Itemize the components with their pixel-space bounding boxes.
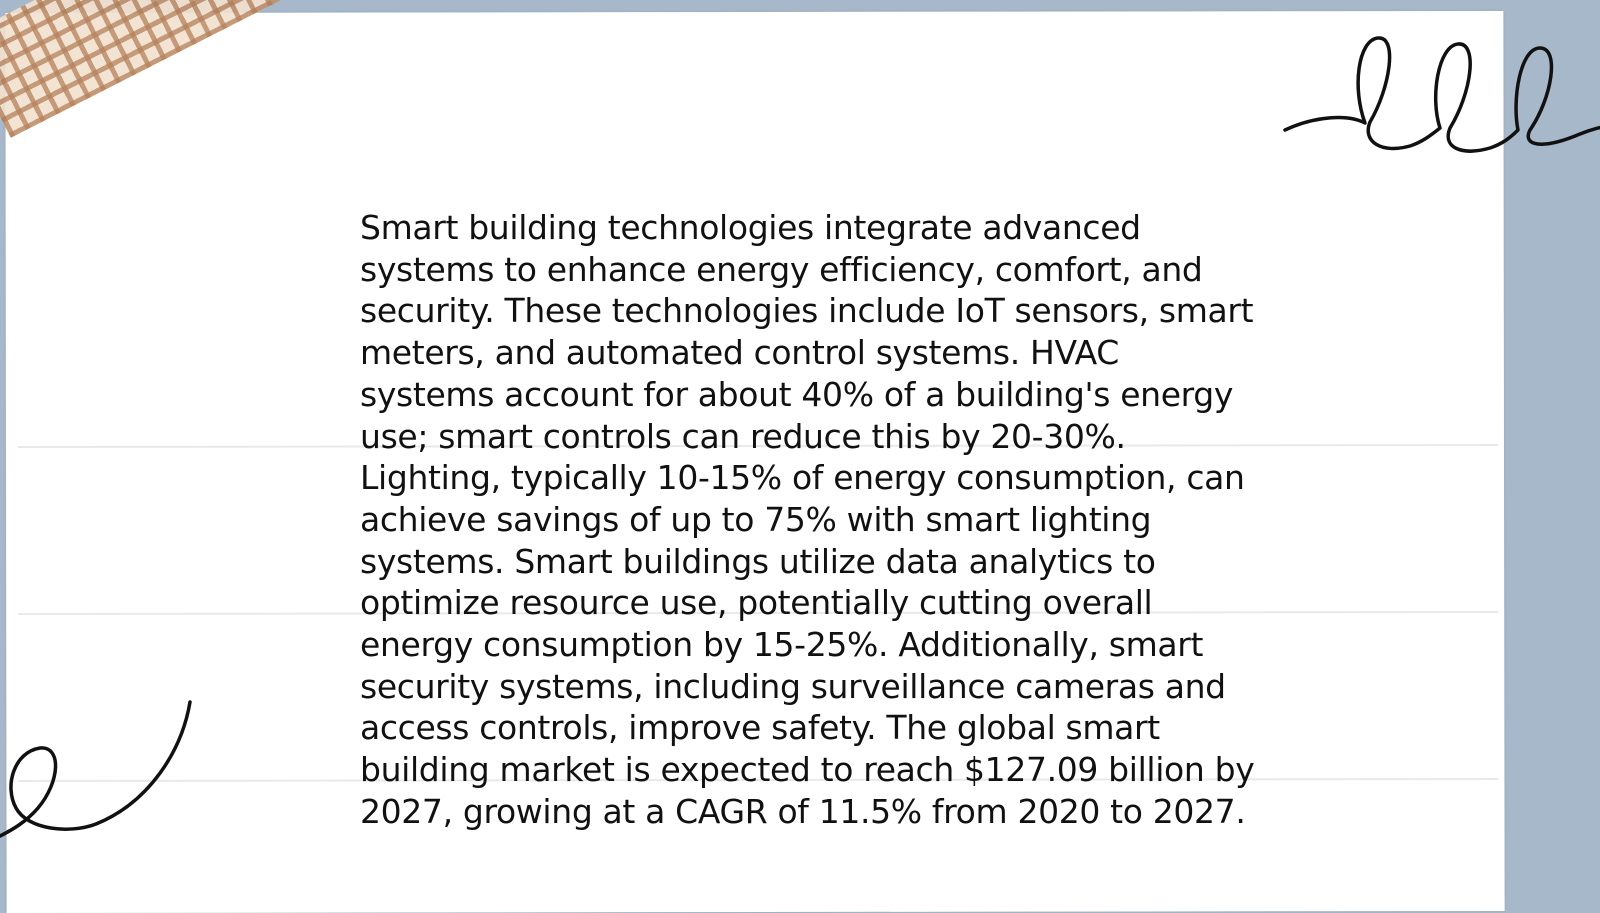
swirl-squiggle-icon [0,690,200,850]
loop-squiggle-icon [1290,30,1600,170]
body-paragraph: Smart building technologies integrate advanced systems to enhance energy efficiency, comfort, and security. These technologies include IoT sensors, smart meters, and automated control systems. HVAC systems account for about 40% of a building's energy use; smart controls can reduce this by 20-30%. Lighting, typically 10-15% of energy consumption, can achieve savings of up to 75% with smart lighting systems. Smart buildings utilize data analytics to optimize resource use, potentially cutting overall energy consumption by 15-25%. Additionally, smart security systems, including surveillance cameras and access controls, improve safety. The global smart building market is expected to reach $127.09 billion by 2027, growing at a CAGR of 11.5% from 2020 to 2027. [360,208,1255,831]
